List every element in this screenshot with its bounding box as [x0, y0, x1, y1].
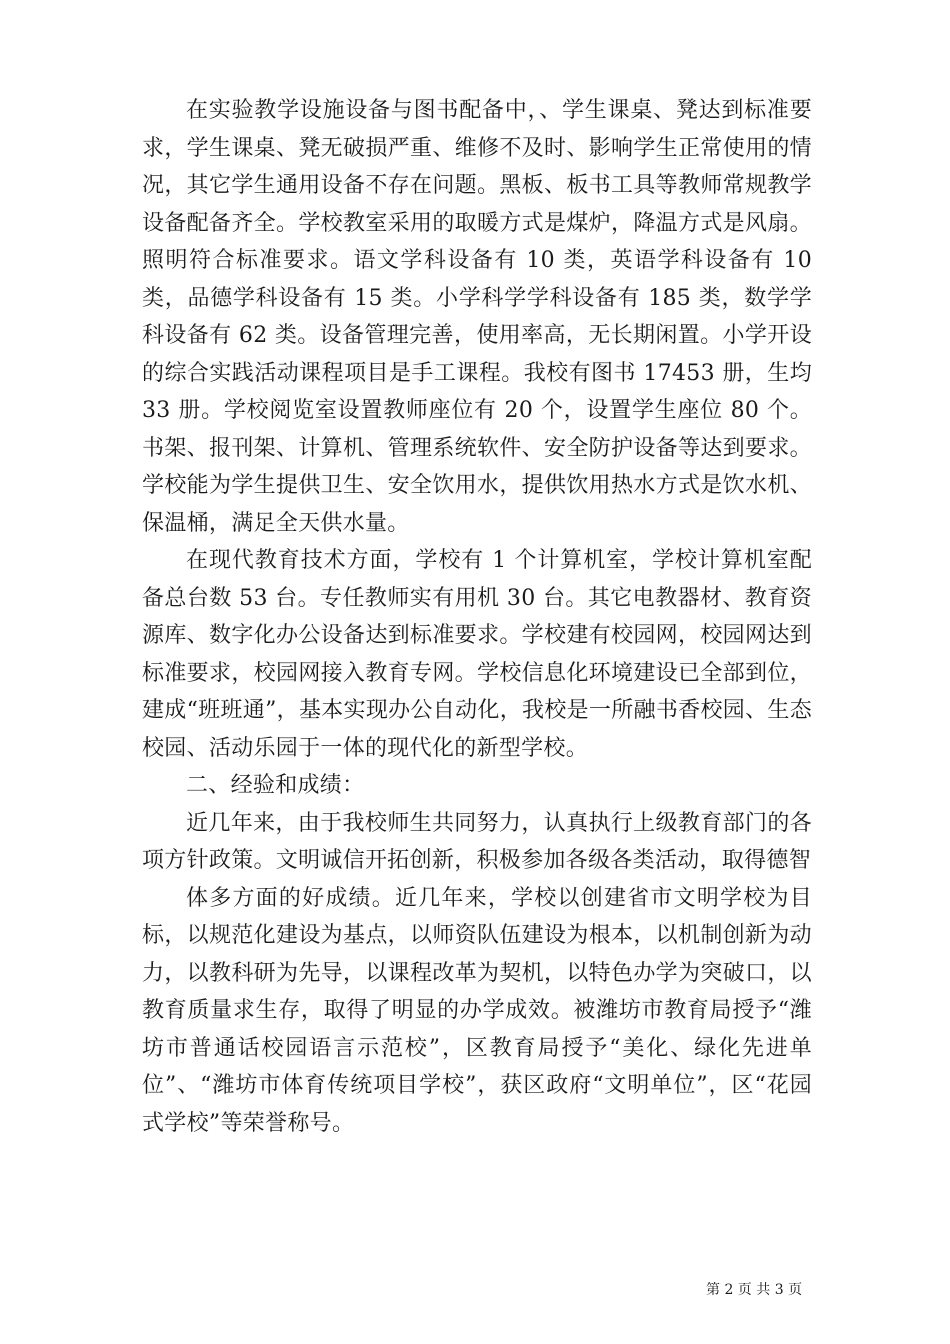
paragraph-achievements-detail: 体多方面的好成绩。近几年来，学校以创建省市文明学校为目标，以规范化建设为基点，以师资队伍建设为根本，以机制创新为动力，以教科研为先导，以课程改革为契机，以特色办学为突破口，以教育质量求生存，取得了明显的办学成效。被潍坊市教育局授予“潍坊市普通话校园语言示范校”，区教育局授予“美化、绿化先进单位”、“潍坊市体育传统项目学校”，获区政府“文明单位”，区“花园式学校”等荣誉称号。 [142, 885, 812, 1136]
section-heading-experience: 二、经验和成绩： [186, 773, 365, 798]
page-number-footer: 第 2 页 共 3 页 [706, 1282, 803, 1298]
paragraph-achievements-intro: 近几年来，由于我校师生共同努力，认真执行上级教育部门的各项方针政策。文明诚信开拓创新，积极参加各级各类活动，取得德智 [142, 810, 812, 873]
paragraph-facilities: 在实验教学设施设备与图书配备中，、学生课桌、凳达到标准要求，学生课桌、凳无破损严重、维修不及时、影响学生正常使用的情况，其它学生通用设备不存在问题。黑板、板书工具等教师常规教学设备配备齐全。学校教室采用的取暖方式是煤炉，降温方式是风扇。照明符合标准要求。语文学科设备有 10 类，英语学科设备有 10 类，品德学科设备有 15 类。小学科学学科设备有 185 类，数学学科设备有 62 类。设备管理完善，使用率高，无长期闲置。小学开设的综合实践活动课程项目是手工课程。我校有图书 17453 册，生均 33 册。学校阅览室设置教师座位有 20 个，设置学生座位 80 个。书架、报刊架、计算机、管理系统软件、安全防护设备等达到要求。学校能为学生提供卫生、安全饮用水，提供饮用热水方式是饮水机、保温桶，满足全天供水量。 [142, 98, 812, 536]
document-body [142, 92, 812, 1142]
paragraph-education-technology: 在现代教育技术方面，学校有 1 个计算机室，学校计算机室配备总台数 53 台。专任教师实有用机 30 台。其它电教器材、教育资源库、数字化办公设备达到标准要求。学校建有校园网，校园网达到标准要求，校园网接入教育专网。学校信息化环境建设已全部到位，建成“班班通”，基本实现办公自动化，我校是一所融书香校园、生态校园、活动乐园于一体的现代化的新型学校。 [142, 548, 812, 761]
